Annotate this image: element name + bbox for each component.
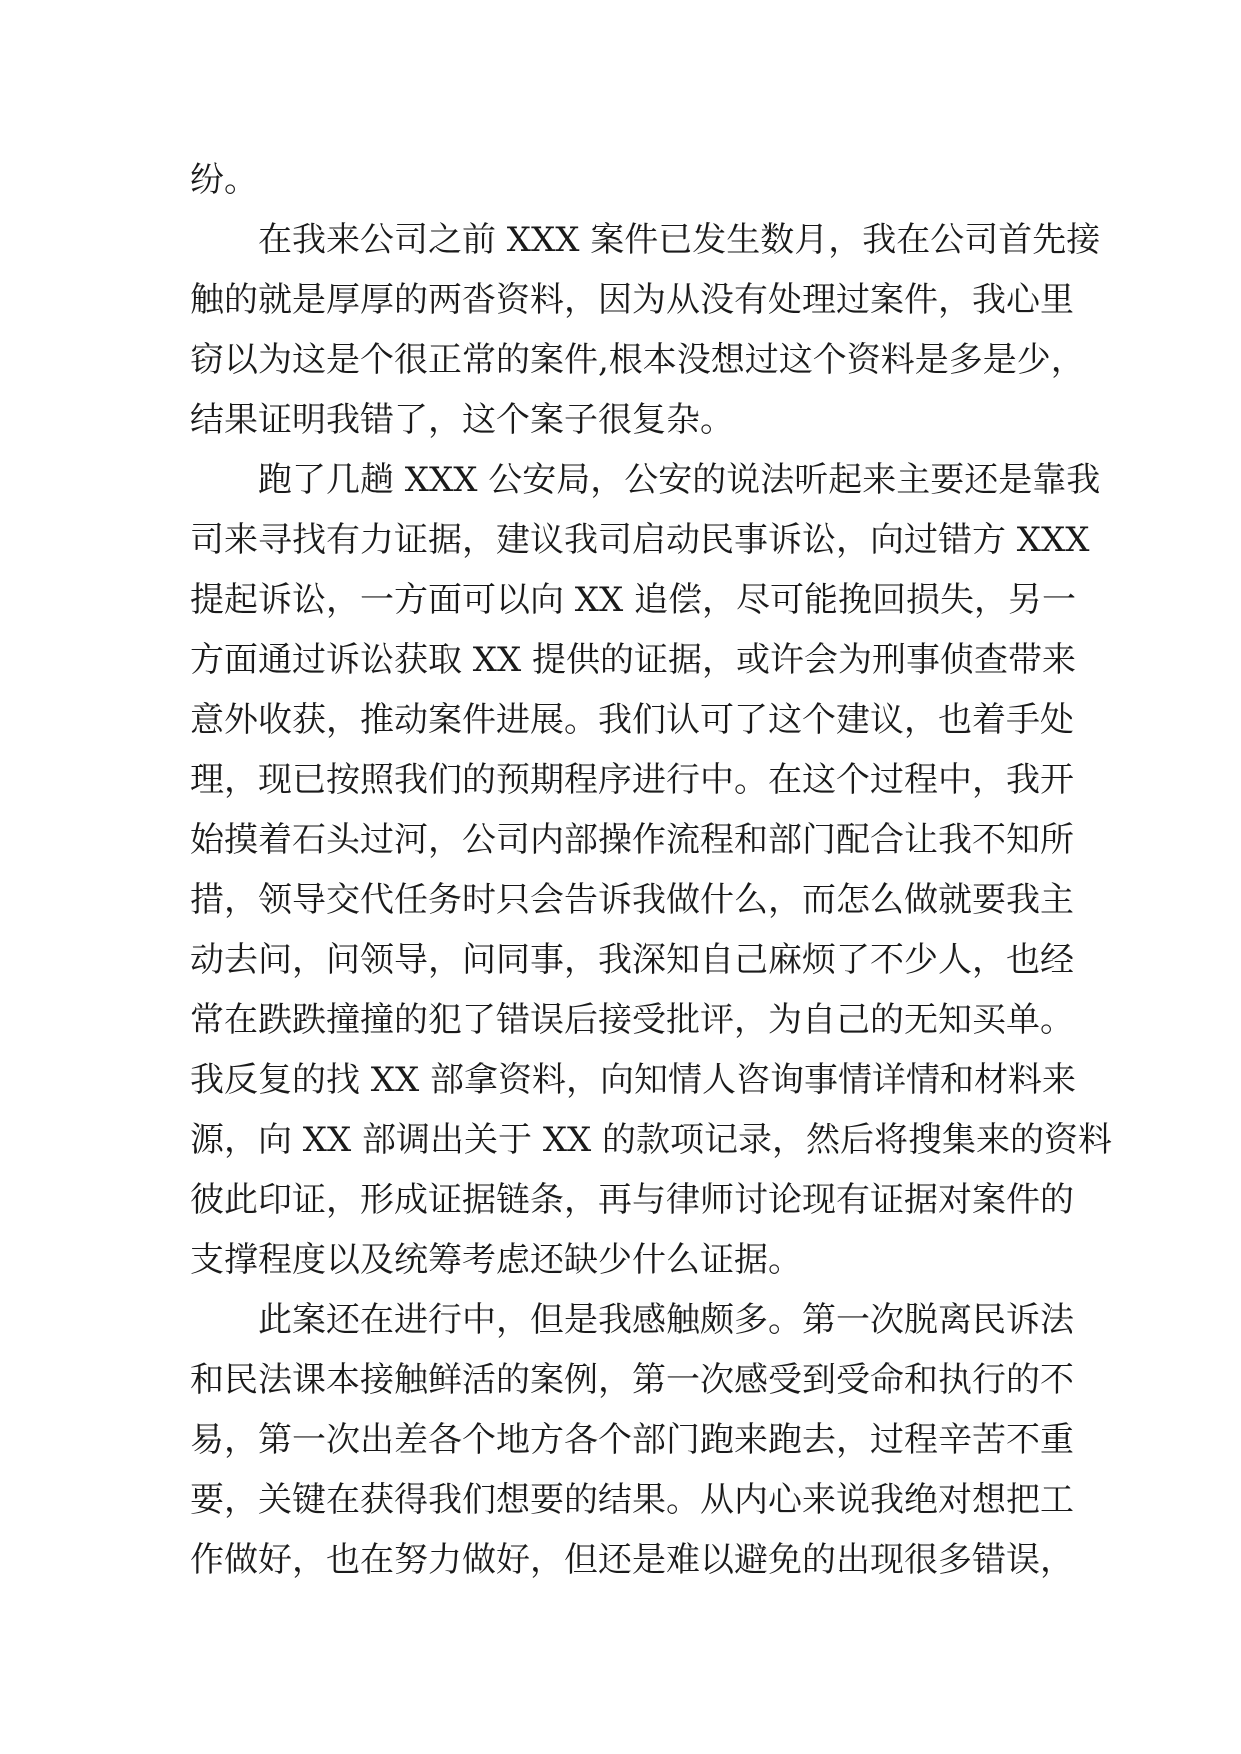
text-line: 措，领导交代任务时只会告诉我做什么，而怎么做就要我主 [190, 880, 1074, 920]
text-line: 意外收获，推动案件进展。我们认可了这个建议，也着手处 [190, 700, 1074, 740]
text-line: 要，关键在获得我们想要的结果。从内心来说我绝对想把工 [190, 1480, 1074, 1520]
text-line: 触的就是厚厚的两沓资料，因为从没有处理过案件，我心里 [190, 280, 1074, 320]
text-line: 易，第一次出差各个地方各个部门跑来跑去，过程辛苦不重 [190, 1420, 1074, 1460]
text-line: 源，向 XX 部调出关于 XX 的款项记录，然后将搜集来的资料 [190, 1120, 1113, 1160]
text-line: 彼此印证，形成证据链条，再与律师讨论现有证据对案件的 [190, 1180, 1074, 1220]
text-line: 始摸着石头过河，公司内部操作流程和部门配合让我不知所 [190, 820, 1074, 860]
text-line: 此案还在进行中，但是我感触颇多。第一次脱离民诉法 [258, 1300, 1074, 1340]
text-line: 作做好，也在努力做好，但还是难以避免的出现很多错误， [190, 1540, 1074, 1580]
text-line: 窃以为这是个很正常的案件,根本没想过这个资料是多是少， [190, 340, 1085, 380]
text-line: 在我来公司之前 XXX 案件已发生数月，我在公司首先接 [258, 220, 1101, 260]
text-line: 纷。 [190, 160, 258, 200]
text-line: 和民法课本接触鲜活的案例，第一次感受到受命和执行的不 [190, 1360, 1074, 1400]
text-line: 我反复的找 XX 部拿资料，向知情人咨询事情详情和材料来 [190, 1060, 1077, 1100]
text-line: 常在跌跌撞撞的犯了错误后接受批评，为自己的无知买单。 [190, 1000, 1074, 1040]
text-line: 方面通过诉讼获取 XX 提供的证据，或许会为刑事侦查带来 [190, 640, 1077, 680]
text-line: 理，现已按照我们的预期程序进行中。在这个过程中，我开 [190, 760, 1074, 800]
text-line: 结果证明我错了，这个案子很复杂。 [190, 400, 734, 440]
text-line: 跑了几趟 XXX 公安局，公安的说法听起来主要还是靠我 [258, 460, 1101, 500]
text-line: 动去问，问领导，问同事，我深知自己麻烦了不少人，也经 [190, 940, 1074, 980]
text-line: 司来寻找有力证据，建议我司启动民事诉讼，向过错方 XXX [190, 520, 1090, 560]
text-line: 提起诉讼，一方面可以向 XX 追偿，尽可能挽回损失，另一 [190, 580, 1077, 620]
document-body [190, 150, 1113, 1590]
text-line: 支撑程度以及统筹考虑还缺少什么证据。 [190, 1240, 802, 1280]
